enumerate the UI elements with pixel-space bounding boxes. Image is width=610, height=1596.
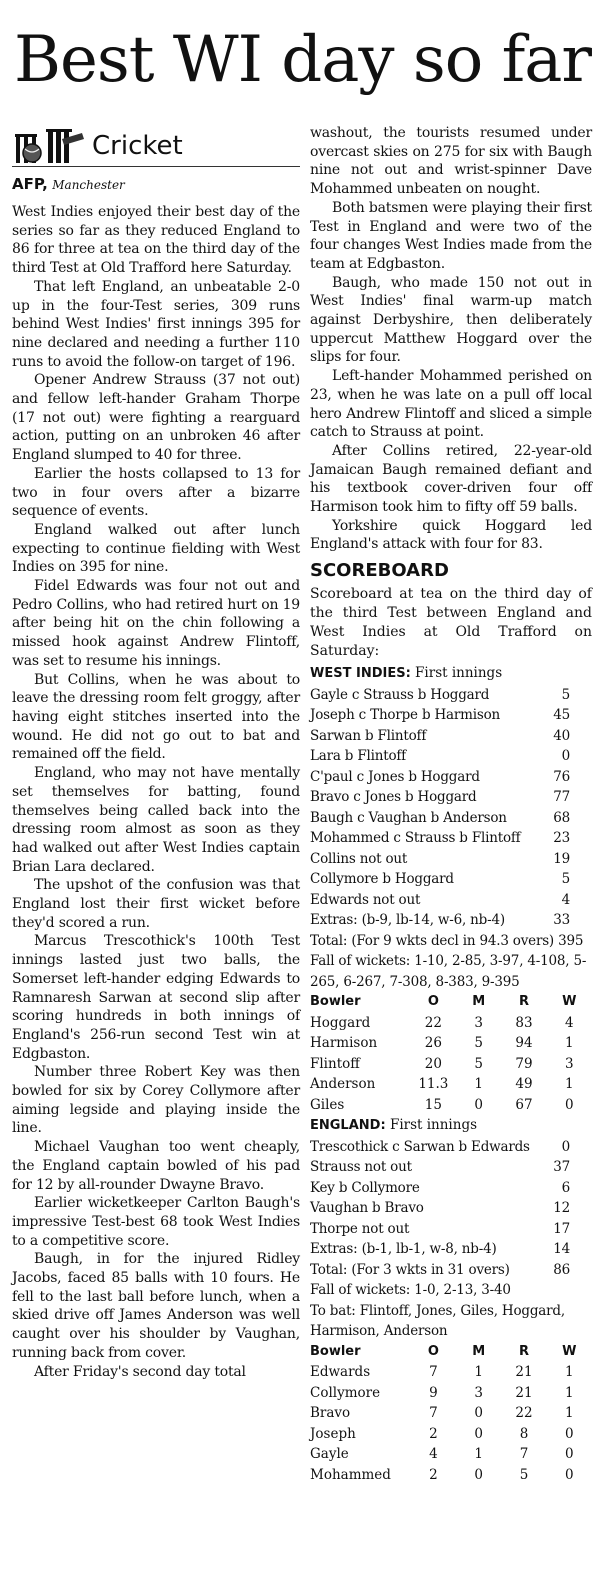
bowling-figure: 7 <box>429 1364 438 1381</box>
bowling-header-cell: M <box>472 1343 486 1359</box>
bowling-figure: 26 <box>424 1035 442 1052</box>
wi-extras-label: Extras: (b-9, lb-14, w-6, nb-4) <box>310 912 505 929</box>
batsman-name: Collins not out <box>310 850 408 867</box>
article-paragraph: Baugh, who made 150 not out in West Indies' final warm-up match against Derbyshire, then deliberately uppercut Matthew Hoggard over the slips for four. <box>310 274 592 366</box>
bowling-figure: 3 <box>474 1014 483 1031</box>
batting-row <box>310 1178 592 1199</box>
eng-fall-of-wickets: Fall of wickets: 1-0, 2-13, 3-40 <box>310 1282 511 1299</box>
bowling-figure: 1 <box>565 1076 574 1093</box>
eng-total-value: 86 <box>553 1261 570 1278</box>
scoreboard-heading: SCOREBOARD <box>310 560 449 582</box>
bowling-header-cell: M <box>472 994 486 1010</box>
bowling-figure: 4 <box>429 1446 438 1463</box>
batsman-runs: 12 <box>553 1200 570 1217</box>
batting-row <box>310 767 592 788</box>
batsman-runs: 0 <box>561 748 570 765</box>
bowling-row <box>310 1383 592 1404</box>
batsman-runs: 0 <box>561 1138 570 1155</box>
article-paragraph: Earlier wicketkeeper Carlton Baugh's impressive Test-best 68 took West Indies to a competitive score. <box>12 1195 300 1249</box>
batsman-runs: 76 <box>553 768 570 785</box>
batting-row <box>310 828 592 849</box>
byline <box>12 175 300 193</box>
batting-row <box>310 1198 592 1219</box>
batting-row <box>310 787 592 808</box>
bowling-row <box>310 1054 592 1075</box>
wi-extras <box>310 910 592 931</box>
batting-row <box>310 746 592 767</box>
bowling-figure: 22 <box>515 1405 533 1422</box>
bowling-figure: 0 <box>474 1405 483 1422</box>
batting-row <box>310 869 592 890</box>
bowler-name: Mohammed <box>310 1466 391 1483</box>
bowling-header-cell: O <box>427 994 439 1010</box>
batsman-runs: 5 <box>561 686 570 703</box>
bowling-figure: 1 <box>474 1076 483 1093</box>
wi-team-name: WEST INDIES: <box>310 666 411 682</box>
bowling-figure: 0 <box>565 1425 574 1442</box>
article-paragraph: West Indies enjoyed their best day of the series so far as they reduced England to 86 for three at tea on the third day of the third Test at Old Trafford here Saturday. <box>12 204 300 277</box>
eng-batting-list <box>310 1137 592 1240</box>
batting-row <box>310 1157 592 1178</box>
wi-innings-label: First innings <box>410 665 503 682</box>
wi-batting-list <box>310 685 592 911</box>
bowling-figure: 11.3 <box>418 1076 449 1093</box>
wi-bowling-table <box>310 992 592 1115</box>
bowling-figure: 1 <box>474 1364 483 1381</box>
batsman-runs: 37 <box>553 1159 570 1176</box>
bowling-header-cell: W <box>562 1343 577 1359</box>
batting-row <box>310 1219 592 1240</box>
column-right <box>310 124 592 1485</box>
headline: Best WI day so far <box>14 23 591 97</box>
bowler-name: Collymore <box>310 1384 381 1401</box>
bowling-figure: 5 <box>474 1035 483 1052</box>
batting-row <box>310 726 592 747</box>
batsman-name: Edwards not out <box>310 891 421 908</box>
batsman-runs: 45 <box>553 707 570 724</box>
article-paragraph: washout, the tourists resumed under overcast skies on 275 for six with Baugh nine not out and wrist-spinner Dave Mohammed unbeaten on nought. <box>310 125 592 198</box>
article-paragraph: After Collins retired, 22-year-old Jamaican Baugh remained defiant and his textbook cover-driven four off Harmison took him to fifty off 59 balls. <box>310 442 592 516</box>
bowling-row <box>310 1013 592 1034</box>
article-paragraph: England walked out after lunch expecting to continue fielding with West Indies on 395 for nine. <box>12 521 300 576</box>
bowling-figure: 3 <box>565 1055 574 1072</box>
eng-team-name: ENGLAND: <box>310 1118 386 1134</box>
bowling-figure: 0 <box>565 1446 574 1463</box>
bowling-figure: 21 <box>515 1384 533 1401</box>
batsman-name: Trescothick c Sarwan b Edwards <box>310 1138 530 1155</box>
eng-total-label: Total: (For 3 wkts in 31 overs) <box>310 1261 510 1278</box>
bowling-figure: 94 <box>515 1035 533 1052</box>
bowling-figure: 1 <box>565 1035 574 1052</box>
bowling-figure: 20 <box>424 1055 442 1072</box>
eng-innings-heading <box>310 1115 592 1137</box>
batsman-runs: 68 <box>553 809 570 826</box>
bowling-figure: 1 <box>474 1446 483 1463</box>
bowler-name: Edwards <box>310 1364 371 1381</box>
bowler-name: Anderson <box>310 1076 376 1093</box>
article-paragraph: Yorkshire quick Hoggard led England's attack with four for 83. <box>310 517 592 553</box>
section-header <box>12 126 300 167</box>
batting-row <box>310 849 592 870</box>
batsman-name: Gayle c Strauss b Hoggard <box>310 686 490 703</box>
bowling-header-cell: Bowler <box>310 1343 361 1359</box>
batsman-name: Baugh c Vaughan b Anderson <box>310 809 507 826</box>
scoreboard-intro: Scoreboard at tea on the third day of the third Test between England and West Indies at Old Trafford on Saturday: <box>310 586 592 660</box>
batsman-runs: 5 <box>561 871 570 888</box>
bowling-figure: 0 <box>565 1096 574 1113</box>
bowler-name: Harmison <box>310 1035 378 1052</box>
cricket-icon <box>12 129 86 163</box>
batsman-name: Key b Collymore <box>310 1179 420 1196</box>
bowling-row <box>310 1362 592 1383</box>
column-left <box>12 126 300 1381</box>
batting-row <box>310 1137 592 1158</box>
bowling-header-cell: R <box>518 994 529 1010</box>
bowling-figure: 49 <box>515 1076 533 1093</box>
article-paragraph: England, who may not have mentally set themselves for batting, found themselves being called back into the dressing room almost as soon as they had walked out after West Indies captain Brian Lara declared. <box>12 765 300 875</box>
wi-innings-heading <box>310 663 592 685</box>
batsman-runs: 17 <box>553 1220 570 1237</box>
byline-place: Manchester <box>52 178 125 192</box>
batsman-runs: 4 <box>561 891 570 908</box>
bowling-figure: 0 <box>474 1096 483 1113</box>
bowling-figure: 79 <box>515 1055 533 1072</box>
batsman-name: Joseph c Thorpe b Harmison <box>310 707 501 724</box>
bowling-header-cell: Bowler <box>310 994 361 1010</box>
section-label: Cricket <box>92 131 183 161</box>
bowling-figure: 8 <box>519 1425 529 1442</box>
article-paragraph: Earlier the hosts collapsed to 13 for two in four overs after a bizarre sequence of events. <box>12 465 300 520</box>
bowling-figure: 5 <box>519 1466 529 1483</box>
eng-innings-label: First innings <box>385 1117 478 1134</box>
batsman-name: Vaughan b Bravo <box>310 1200 424 1217</box>
bowling-figure: 9 <box>429 1384 438 1401</box>
bowling-row <box>310 1074 592 1095</box>
batting-row <box>310 890 592 911</box>
bowling-figure: 83 <box>515 1014 533 1031</box>
batsman-runs: 6 <box>561 1179 570 1196</box>
bowling-header-cell: O <box>427 1343 439 1359</box>
bowler-name: Gayle <box>310 1446 349 1463</box>
article-paragraph: Fidel Edwards was four not out and Pedro Collins, who had retired hurt on 19 after being hit on the chin following a missed hook against Andrew Flintoff, was set to resume his innings. <box>12 578 300 669</box>
batting-row <box>310 808 592 829</box>
eng-bowling-table <box>310 1342 592 1486</box>
bowling-row <box>310 1444 592 1465</box>
bowling-row <box>310 1465 592 1486</box>
bowling-figure: 4 <box>565 1014 574 1031</box>
bowling-figure: 67 <box>515 1096 533 1113</box>
bowling-header-cell: W <box>562 994 577 1010</box>
bowling-figure: 0 <box>565 1466 574 1483</box>
bowler-name: Giles <box>310 1096 345 1113</box>
bowling-figure: 3 <box>474 1384 483 1401</box>
bowling-figure: 7 <box>429 1405 438 1422</box>
batting-row <box>310 685 592 706</box>
article-paragraph: Michael Vaughan too went cheaply, the England captain bowled of his pad for 12 by all-rounder Dwayne Bravo. <box>12 1139 300 1193</box>
article-paragraph: Baugh, in for the injured Ridley Jacobs, faced 85 balls with 10 fours. He fell to the last ball before lunch, when a skied drive off James Anderson was well caught over his shoulder by Vaughan, running back from cover. <box>12 1251 300 1361</box>
article-paragraph: But Collins, when he was about to leave the dressing room felt groggy, after having eight stitches inserted into the wound. He did not go out to bat and remained off the field. <box>12 671 300 763</box>
eng-extras-label: Extras: (b-1, lb-1, w-8, nb-4) <box>310 1241 497 1258</box>
batsman-name: Strauss not out <box>310 1159 412 1176</box>
bowling-figure: 7 <box>519 1446 529 1463</box>
article-paragraph: After Friday's second day total <box>34 1363 246 1380</box>
batsman-name: Lara b Flintoff <box>310 748 406 765</box>
bowling-figure: 1 <box>565 1405 574 1422</box>
article-paragraph: The upshot of the confusion was that England lost their first wicket before they'd scored a run. <box>12 877 300 931</box>
batsman-name: Mohammed c Strauss b Flintoff <box>310 830 521 847</box>
bowling-figure: 0 <box>474 1466 483 1483</box>
batting-row <box>310 705 592 726</box>
bowler-name: Flintoff <box>310 1055 360 1072</box>
bowling-figure: 21 <box>515 1364 533 1381</box>
article-paragraph: Marcus Trescothick's 100th Test innings lasted just two balls, the Somerset left-hander edging Edwards to Ramnaresh Sarwan at second slip after scoring hundreds in both innings of England's 256-run second Test win at Edgbaston. <box>12 933 300 1062</box>
bowling-header-row <box>310 1342 592 1363</box>
bowling-row <box>310 1403 592 1424</box>
article-paragraph: Left-hander Mohammed perished on 23, when he was late on a pull off local hero Andrew Flintoff and sliced a simple catch to Strauss at point. <box>310 368 592 441</box>
bowling-row <box>310 1424 592 1445</box>
bowling-figure: 1 <box>565 1364 574 1381</box>
bowling-header-cell: R <box>518 1343 529 1359</box>
byline-agency: AFP, <box>12 175 48 193</box>
batsman-runs: 19 <box>553 850 570 867</box>
bowling-figure: 1 <box>565 1384 574 1401</box>
bowling-figure: 2 <box>429 1466 438 1483</box>
article-paragraph: Number three Robert Key was then bowled for six by Corey Collymore after aiming legside and playing inside the line. <box>12 1064 300 1137</box>
batsman-name: Thorpe not out <box>310 1220 410 1237</box>
bowling-figure: 5 <box>474 1055 483 1072</box>
bowling-figure: 0 <box>474 1425 483 1442</box>
article-paragraph: That left England, an unbeatable 2-0 up in the four-Test series, 309 runs behind West Indies' first innings 395 for nine declared and needing a further 110 runs to avoid the follow-on target of 196. <box>12 278 300 370</box>
bowling-row <box>310 1095 592 1116</box>
batsman-runs: 23 <box>553 830 570 847</box>
batsman-runs: 77 <box>553 789 570 806</box>
batsman-name: Collymore b Hoggard <box>310 871 454 888</box>
wi-extras-value: 33 <box>553 912 570 929</box>
eng-extras <box>310 1239 592 1260</box>
bowling-header-row <box>310 992 592 1013</box>
wi-fall-of-wickets: Fall of wickets: 1-10, 2-85, 3-97, 4-108, 5-265, 6-267, 7-308, 8-383, 9-395 <box>310 953 587 990</box>
bowling-row <box>310 1033 592 1054</box>
article-paragraph: Opener Andrew Strauss (37 not out) and fellow left-hander Graham Thorpe (17 not out) were fighting a rearguard action, putting on an unbroken 46 after England slumped to 40 for three. <box>12 372 300 464</box>
wi-total: Total: (For 9 wkts decl in 94.3 overs) 395 <box>310 932 584 949</box>
batsman-name: Sarwan b Flintoff <box>310 727 427 744</box>
bowler-name: Bravo <box>310 1405 351 1422</box>
bowling-figure: 2 <box>429 1425 438 1442</box>
batsman-name: Bravo c Jones b Hoggard <box>310 789 477 806</box>
bowler-name: Joseph <box>310 1425 356 1442</box>
eng-extras-value: 14 <box>553 1241 570 1258</box>
eng-total <box>310 1260 592 1281</box>
batsman-runs: 40 <box>553 727 570 744</box>
bowling-figure: 22 <box>424 1014 442 1031</box>
batsman-name: C'paul c Jones b Hoggard <box>310 768 480 785</box>
bowling-figure: 15 <box>424 1096 442 1113</box>
eng-to-bat: To bat: Flintoff, Jones, Giles, Hoggard, Harmison, Anderson <box>310 1302 565 1340</box>
bowler-name: Hoggard <box>310 1014 371 1031</box>
article-paragraph: Both batsmen were playing their first Test in England and were two of the four changes West Indies made from the team at Edgbaston. <box>310 199 592 272</box>
